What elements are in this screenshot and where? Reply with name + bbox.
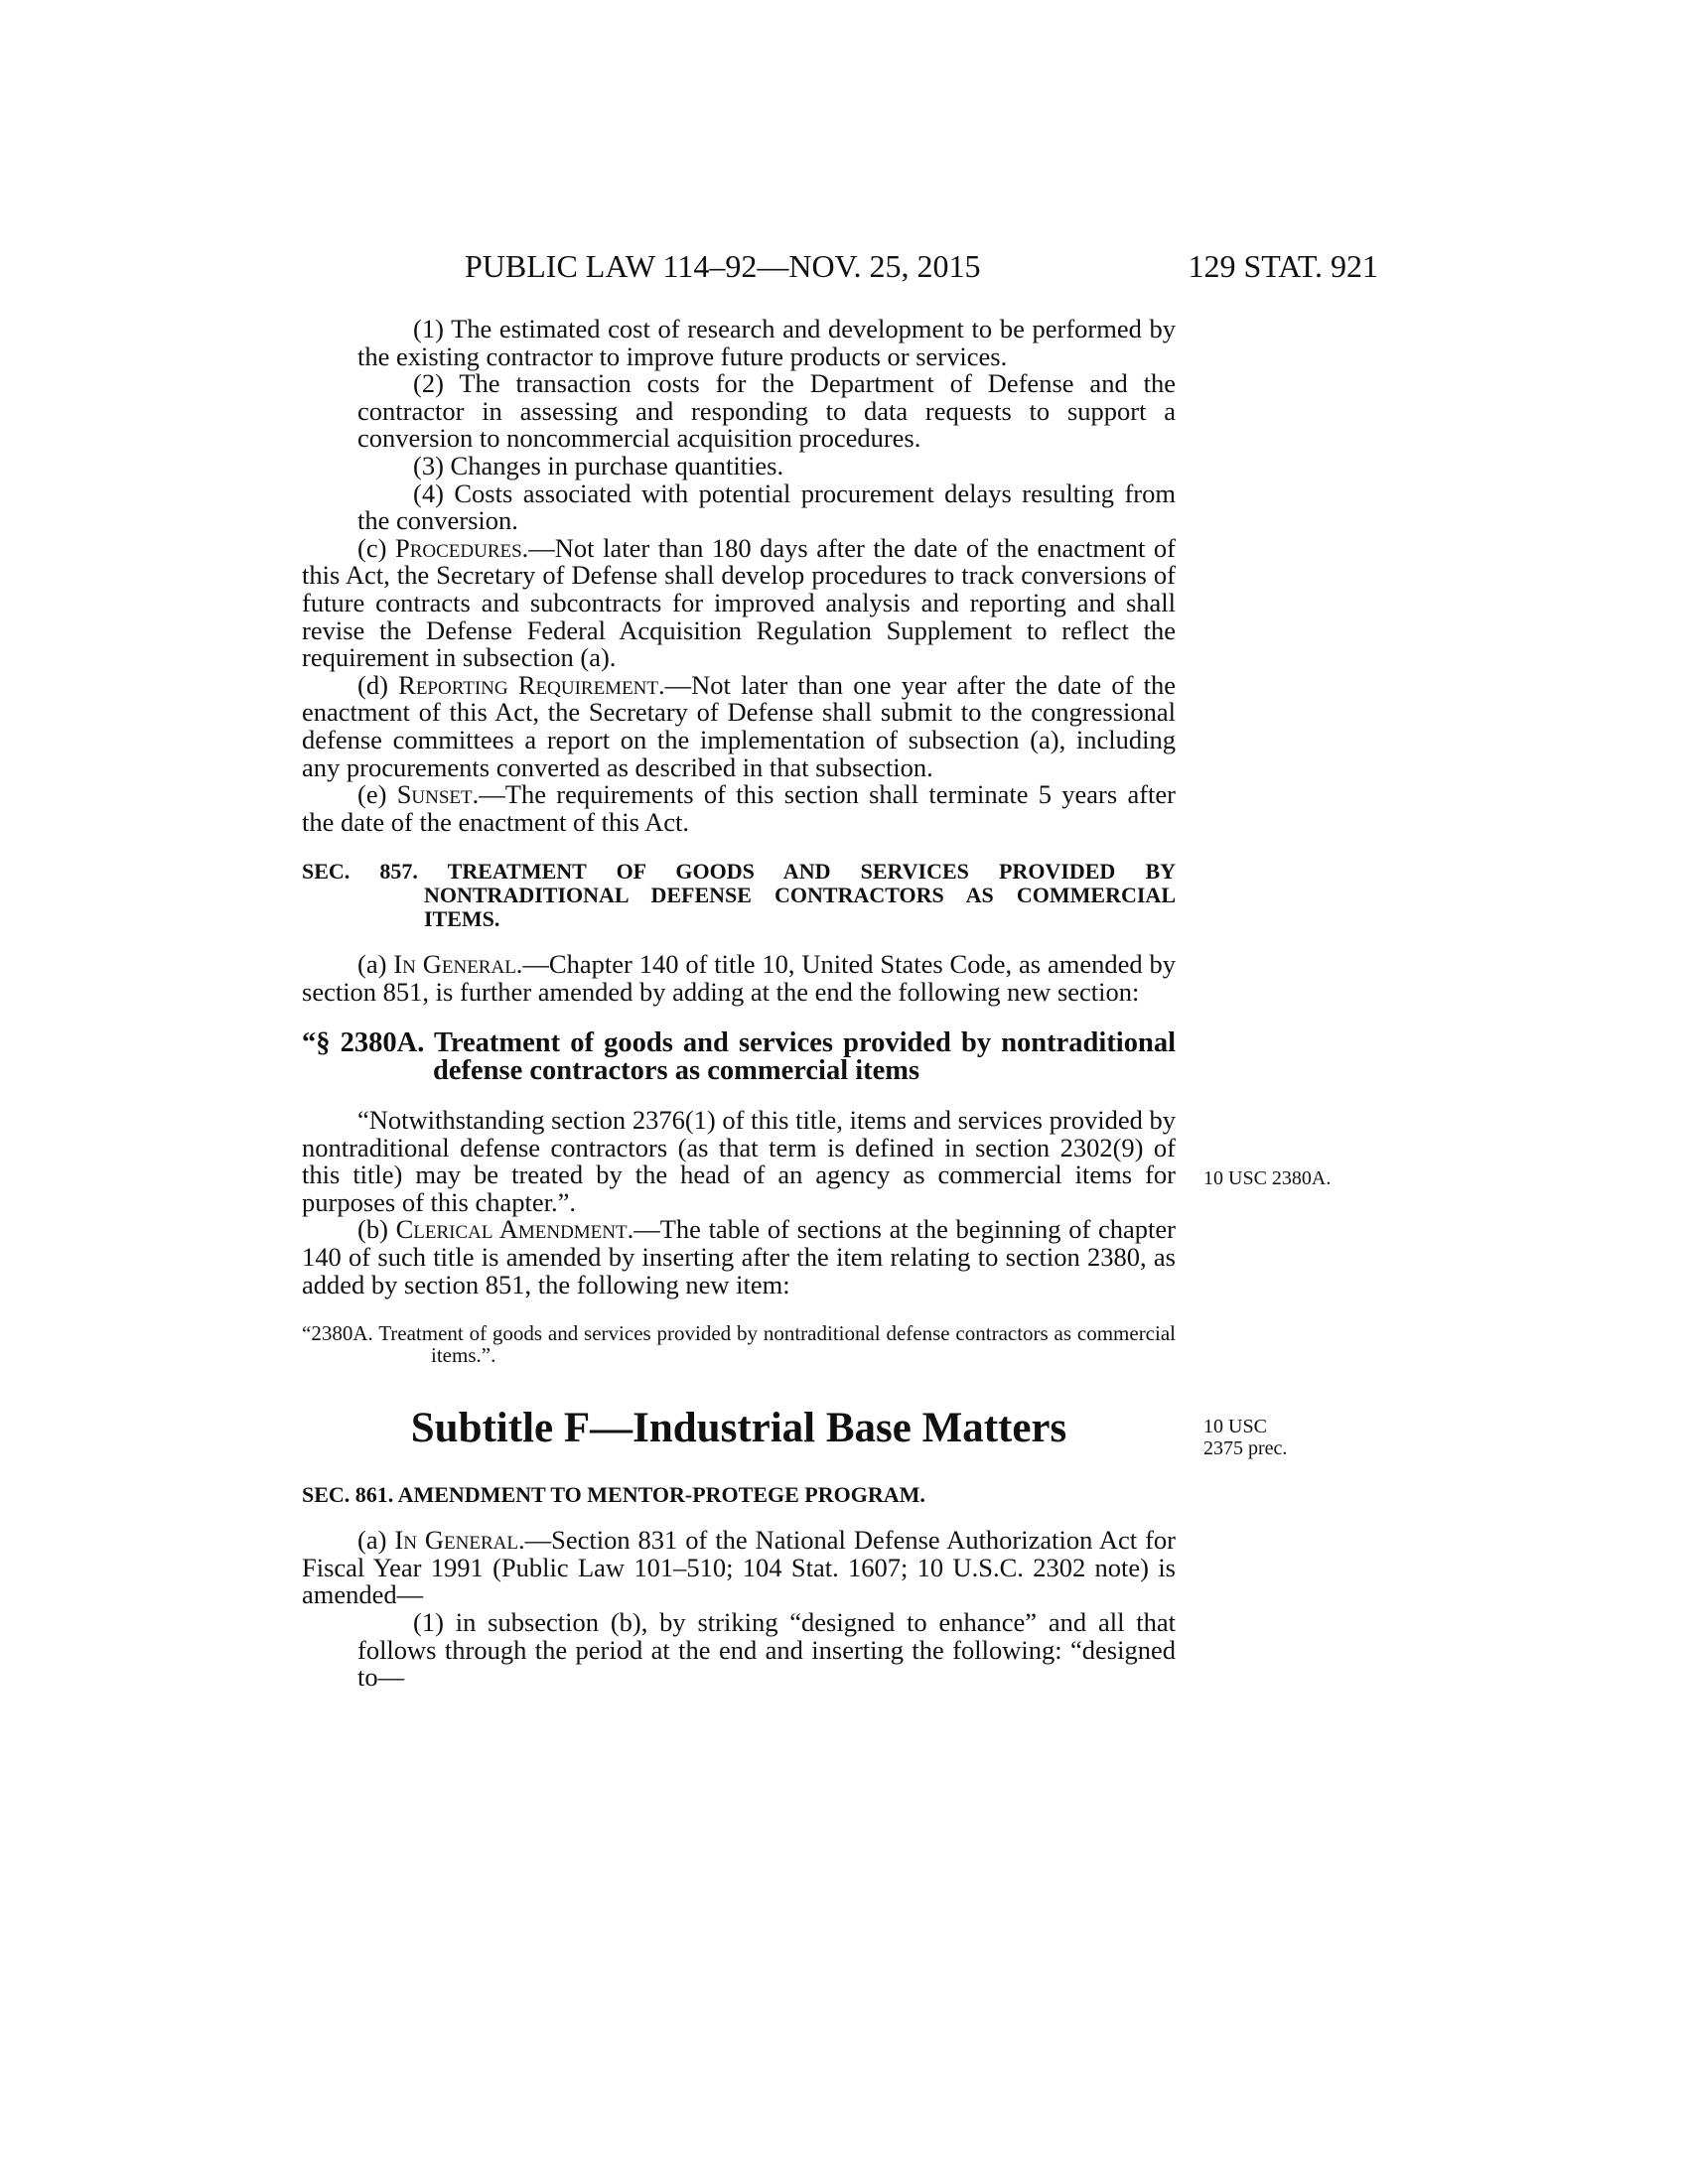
section-857-b-text: .—The table of sections at the beginning of chapter 140 of such title is amended by inserting after the item relating to section 2380, as added by section 851, the following new item: [302,1214,1176,1299]
subsection-e-label: (e) [357,779,397,810]
section-857-number: SEC. 857. [302,859,418,885]
running-header [465,246,1378,286]
section-857-a-heading: In General [393,949,516,980]
new-section-number: “§ 2380A. [302,1027,425,1059]
subsection-c-text: .—Not later than 180 days after the date of the enactment of this Act, the Secretary of Defense shall develop procedures to track conversions of future contracts and subcontracts for improved analysis and reporting and shall revise the Defense Federal Acquisition Regulation Supplement to reflect the requirement in subsection (a). [302,532,1176,673]
subtitle-heading: Subtitle F—Industrial Base Matters [410,1405,1067,1452]
document-body [302,316,1176,1692]
section-857-b-label: (b) [357,1214,396,1245]
section-857-b-heading: Clerical Amendment [395,1214,628,1245]
section-861-a-label: (a) [357,1525,395,1556]
paragraph-item-4: (4) Costs associated with potential procurement delays resulting from the conversion. [357,478,1176,536]
subsection-d-text: .—Not later than one year after the date of the enactment of this Act, the Secretary of Defense shall submit to the congressional defense committees a report on the implementation of subsection (a), including any procurements converted as described in that subsection. [302,669,1177,782]
subsection-c [302,532,1176,673]
section-861-title: AMENDMENT TO MENTOR-PROTEGE PROGRAM. [397,1482,925,1508]
section-857-a-text: .—Chapter 140 of title 10, United States Code, as amended by section 851, is further amended by adding at the end the following new section: [302,949,1176,1007]
table-of-sections-item: “2380A. Treatment of goods and services provided by nontraditional defense contractors as commercial items.”. [302,1321,1176,1368]
paragraph-item-2: (2) The transaction costs for the Department of Defense and the contractor in assessing and responding to data requests to support a conversion to noncommercial acquisition procedures. [357,368,1176,454]
subsection-e [302,781,1176,836]
section-857-subsection-a [302,951,1176,1006]
margin-note-usc-2380a: 10 USC 2380A. [1203,1167,1332,1189]
margin-note-usc-2375-line1: 10 USC [1203,1416,1267,1437]
subsection-e-text: .—The requirements of this section shall terminate 5 years after the date of the enactment of this Act. [302,779,1176,837]
margin-note-usc-2375 [1203,1416,1372,1459]
section-861-number: SEC. 861. [302,1482,394,1508]
subsection-c-label: (c) [357,532,395,563]
header-title: PUBLIC LAW 114–92—NOV. 25, 2015 [465,248,981,284]
new-section-2380a-heading [302,1029,1176,1085]
margin-note-usc-2375-line2: 2375 prec. [1203,1437,1288,1459]
new-section-title: Treatment of goods and services provided by nontraditional defense contractors as commercial items [433,1027,1176,1087]
paragraph-item-3: (3) Changes in purchase quantities. [413,450,784,480]
section-861-heading [302,1483,1176,1507]
subsection-e-heading: Sunset [396,779,473,810]
section-861-a-text: .—Section 831 of the National Defense Authorization Act for Fiscal Year 1991 (Public Law 101–510; 104 Stat. 1607; 10 U.S.C. 2302 note) is amended— [302,1525,1177,1610]
section-857-heading [302,860,1176,931]
header-stat-page: 129 STAT. 921 [1188,248,1378,284]
paragraph-item-1: (1) The estimated cost of research and development to be performed by the existing contractor to improve future products or services. [357,314,1176,371]
section-861-subsection-a [302,1527,1176,1609]
subsection-d-heading: Reporting Requirement [398,669,659,700]
subsection-d [302,669,1177,782]
section-857-subsection-b [302,1216,1176,1298]
section-861-item-1: (1) in subsection (b), by striking “designed to enhance” and all that follows through the period at the end and inserting the following: “designed to— [357,1607,1176,1693]
subsection-d-label: (d) [357,669,399,700]
new-section-text: “Notwithstanding section 2376(1) of this title, items and services provided by nontraditional defense contractors (as that term is defined in section 2302(9) of this title) may be treated by the head of an agency as commercial items for purposes of this chapter.”. [302,1105,1176,1217]
section-857-title: TREATMENT OF GOODS AND SERVICES PROVIDED BY NONTRADITIONAL DEFENSE CONTRACTORS AS COMMERCIAL ITEMS. [424,859,1177,932]
section-857-a-label: (a) [357,949,394,980]
subsection-c-heading: Procedures [394,532,522,563]
section-861-a-heading: In General [394,1525,518,1556]
